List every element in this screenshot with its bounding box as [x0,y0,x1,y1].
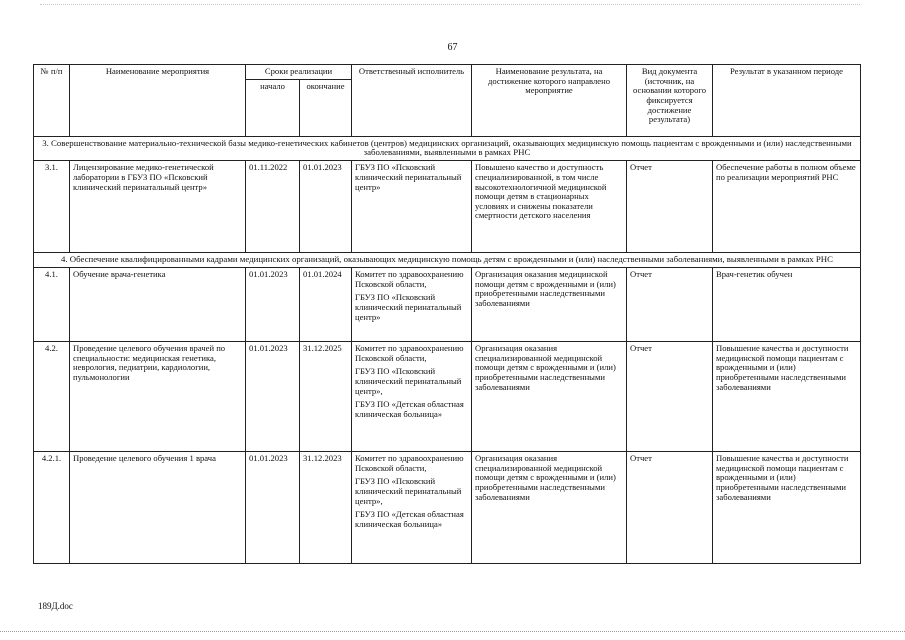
executor-line: Комитет по здравоохранению Псковской области, [355,453,464,473]
section-4-title: 4. Обеспечение квалифицированными кадрами медицинских организаций, оказывающих медицинскую помощь детям с врожденными и (или) наследственными заболеваниями, выявленными в рамках РНС [34,253,861,268]
plan-table [33,64,861,564]
row-outcome: Врач-генетик обучен [713,268,861,342]
row-result: Организация оказания медицинской помощи детям с врожденными и (или) приобретенными наследственными заболеваниями [472,268,627,342]
row-executor [352,268,472,342]
executor-line: Комитет по здравоохранению Псковской области, [355,343,464,363]
section-row [34,136,861,161]
row-num: 4.1. [34,268,70,342]
row-outcome: Повышение качества и доступности медицинской помощи пациентам с врожденными и (или) приобретенными наследственными заболеваниями [713,342,861,452]
row-doc: Отчет [627,452,713,564]
row-doc: Отчет [627,268,713,342]
row-end: 31.12.2023 [300,452,352,564]
header-name: Наименование мероприятия [70,65,246,137]
section-row [34,253,861,268]
executor-line: ГБУЗ ПО «Псковский клинический перинатальный центр» [355,162,462,192]
table-row [34,161,861,253]
header-outcome: Результат в указанном периоде [713,65,861,137]
row-num: 4.2. [34,342,70,452]
row-result: Организация оказания специализированной медицинской помощи детям с врожденными и (или) приобретенными наследственными заболеваниями [472,452,627,564]
row-start: 01.01.2023 [246,268,300,342]
header-end: окончание [300,79,352,136]
row-start: 01.11.2022 [246,161,300,253]
executor-line: ГБУЗ ПО «Детская областная клиническая больница» [355,509,464,529]
header-start: начало [246,79,300,136]
header-terms: Сроки реализации [246,65,352,80]
page-number: 67 [447,42,458,53]
header-result: Наименование результата, на достижение которого направлено мероприятие [472,65,627,137]
row-num: 3.1. [34,161,70,253]
row-name: Проведение целевого обучения врачей по специальности: медицинская генетика, неврология, педиатрии, кардиологии, пульмонологии [70,342,246,452]
header-executor: Ответственный исполнитель [352,65,472,137]
table-row [34,268,861,342]
executor-line: ГБУЗ ПО «Детская областная клиническая больница» [355,399,464,419]
row-result: Организация оказания специализированной медицинской помощи детям с врожденными и (или) приобретенными наследственными заболеваниями [472,342,627,452]
table-row [34,452,861,564]
executor-line: Комитет по здравоохранению Псковской области, [355,269,464,289]
row-outcome: Обеспечение работы в полном объеме по реализации мероприятий РНС [713,161,861,253]
executor-line: ГБУЗ ПО «Псковский клинический перинатальный центр», [355,366,462,396]
row-doc: Отчет [627,342,713,452]
row-end: 01.01.2024 [300,268,352,342]
row-end: 01.01.2023 [300,161,352,253]
header-doc: Вид документа (источник, на основании которого фиксируется достижение результата) [627,65,713,137]
table-row [34,342,861,452]
executor-line: ГБУЗ ПО «Псковский клинический перинатальный центр», [355,476,462,506]
row-executor [352,452,472,564]
row-doc: Отчет [627,161,713,253]
row-result: Повышено качество и доступность специализированной, в том числе высокотехнологичной медицинской помощи детям в стационарных условиях и снижены показатели смертности детского населения [472,161,627,253]
executor-line: ГБУЗ ПО «Псковский клинический перинатальный центр» [355,292,462,322]
row-name: Лицензирование медико-генетической лаборатории в ГБУЗ ПО «Псковский клинический перинатальный центр» [70,161,246,253]
row-executor [352,342,472,452]
row-executor [352,161,472,253]
row-start: 01.01.2023 [246,452,300,564]
table-header-row [34,65,861,80]
document-footer: 189Д.doc [38,601,73,611]
row-num: 4.2.1. [34,452,70,564]
row-end: 31.12.2025 [300,342,352,452]
row-outcome: Повышение качества и доступности медицинской помощи пациентам с врожденными и (или) приобретенными наследственными заболеваниями [713,452,861,564]
row-name: Проведение целевого обучения 1 врача [70,452,246,564]
section-3-title: 3. Совершенствование материально-технической базы медико-генетических кабинетов (центров) медицинских организаций, оказывающих медицинскую помощь пациентам с врожденными и (или) наследственными заболеваниями, выявленными в рамках РНС [34,136,861,161]
header-num: № п/п [34,65,70,137]
row-name: Обучение врача-генетика [70,268,246,342]
row-start: 01.01.2023 [246,342,300,452]
scan-edge-top [40,4,860,5]
scan-edge-bottom [0,631,905,632]
